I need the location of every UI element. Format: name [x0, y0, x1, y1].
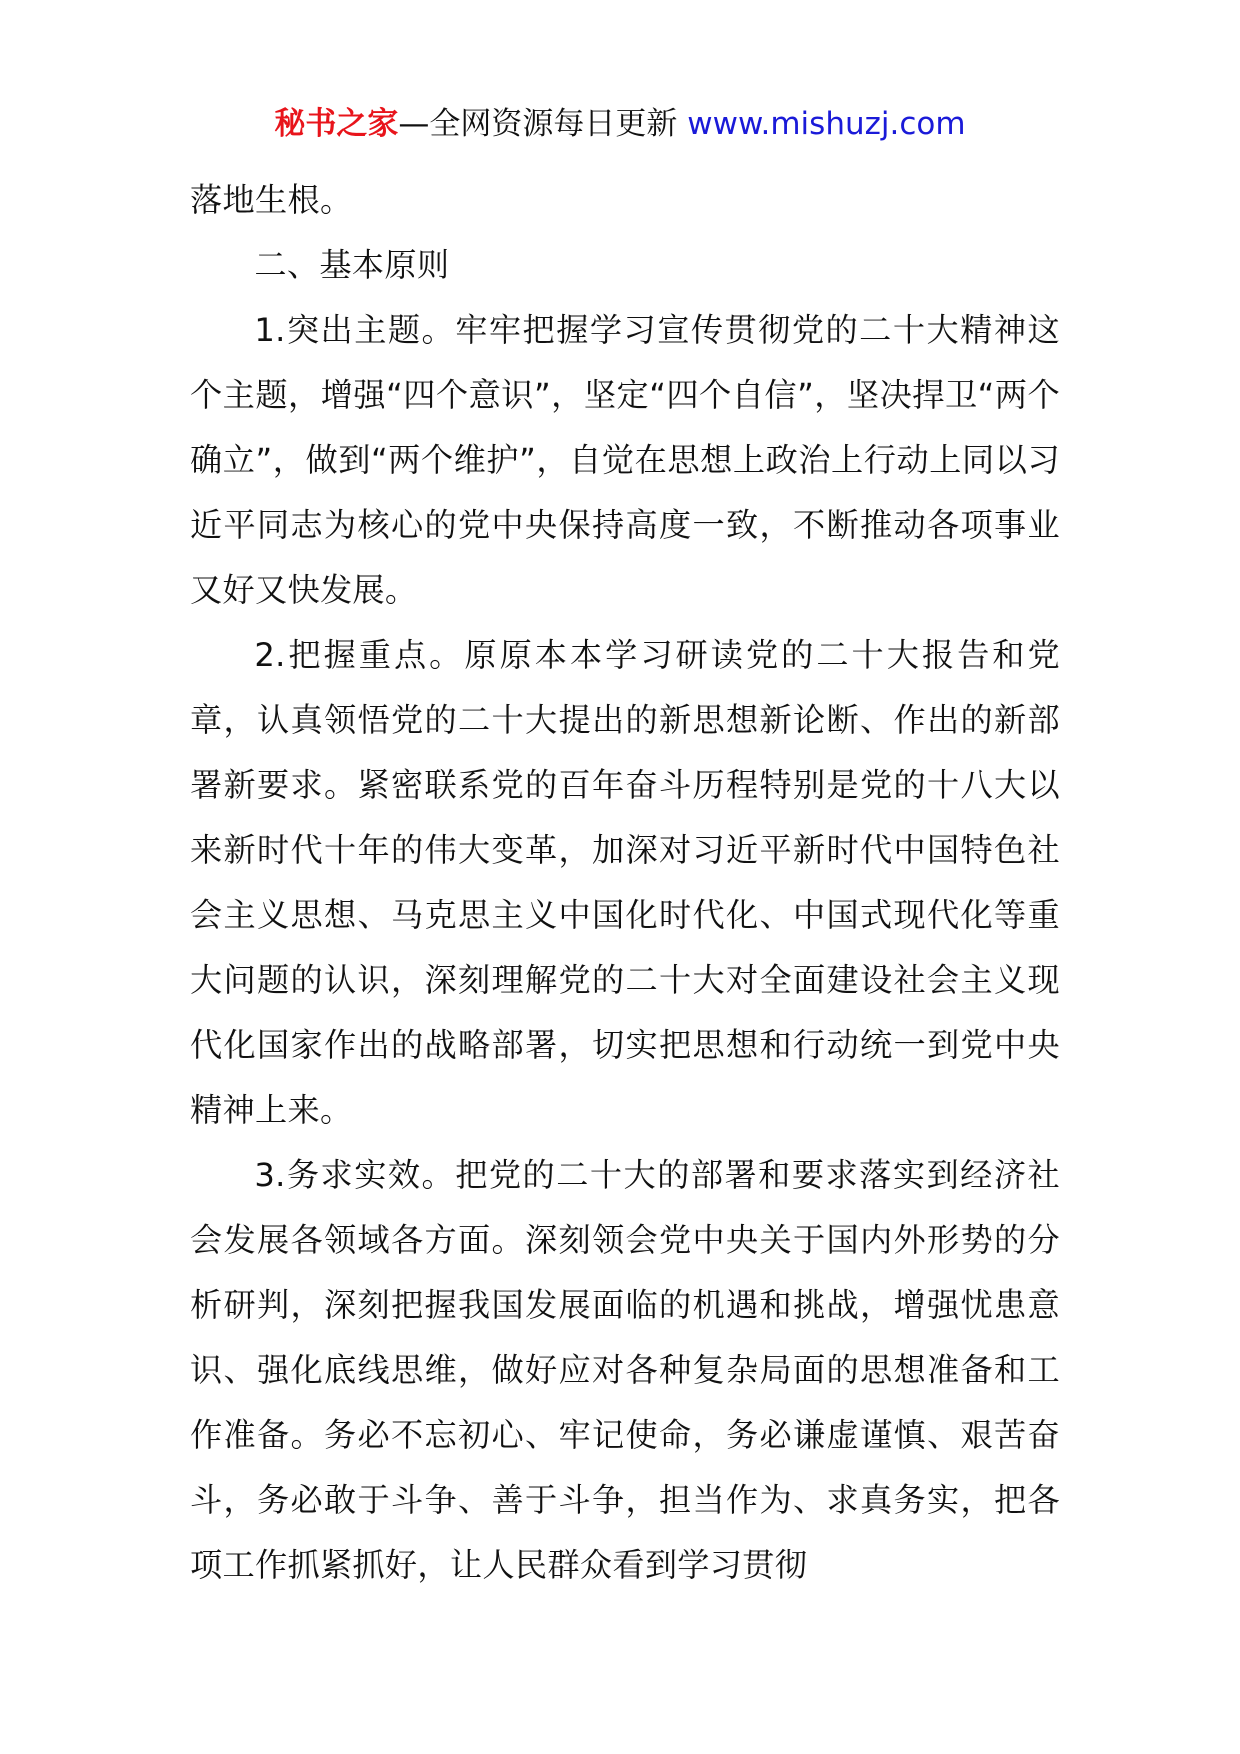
site-brand: 秘书之家	[274, 106, 399, 142]
paragraph-continuation: 落地生根。	[190, 181, 353, 219]
paragraph-principle-3: 3.务求实效。把党的二十大的部署和要求落实到经济社会发展各领域各方面。深刻领会党中央关于国内外形势的分析研判，深刻把握我国发展面临的机遇和挑战，增强忧患意识、强化底线思维，做好应对各种复杂局面的思想准备和工作准备。务必不忘初心、牢记使命，务必谦虚谨慎、艰苦奋斗，务必敢于斗争、善于斗争，担当作为、求真务实，把各项工作抓紧抓好，让人民群众看到学习贯彻	[190, 1156, 1060, 1584]
paragraph-principle-2: 2.把握重点。原原本本学习研读党的二十大报告和党章，认真领悟党的二十大提出的新思想新论断、作出的新部署新要求。紧密联系党的百年奋斗历程特别是党的十八大以来新时代十年的伟大变革，加深对习近平新时代中国特色社会主义思想、马克思主义中国化时代化、中国式现代化等重大问题的认识，深刻理解党的二十大对全面建设社会主义现代化国家作出的战略部署，切实把思想和行动统一到党中央精神上来。	[190, 636, 1060, 1129]
page-header	[0, 102, 1240, 146]
document-body	[190, 168, 1060, 1598]
site-url-link[interactable]: www.mishuzj.com	[687, 106, 966, 142]
section-heading: 二、基本原则	[254, 246, 450, 284]
site-tagline: —全网资源每日更新	[398, 106, 688, 142]
paragraph-principle-1: 1.突出主题。牢牢把握学习宣传贯彻党的二十大精神这个主题，增强“四个意识”，坚定“四个自信”，坚决捍卫“两个确立”，做到“两个维护”，自觉在思想上政治上行动上同以习近平同志为核心的党中央保持高度一致，不断推动各项事业又好又快发展。	[190, 311, 1060, 609]
